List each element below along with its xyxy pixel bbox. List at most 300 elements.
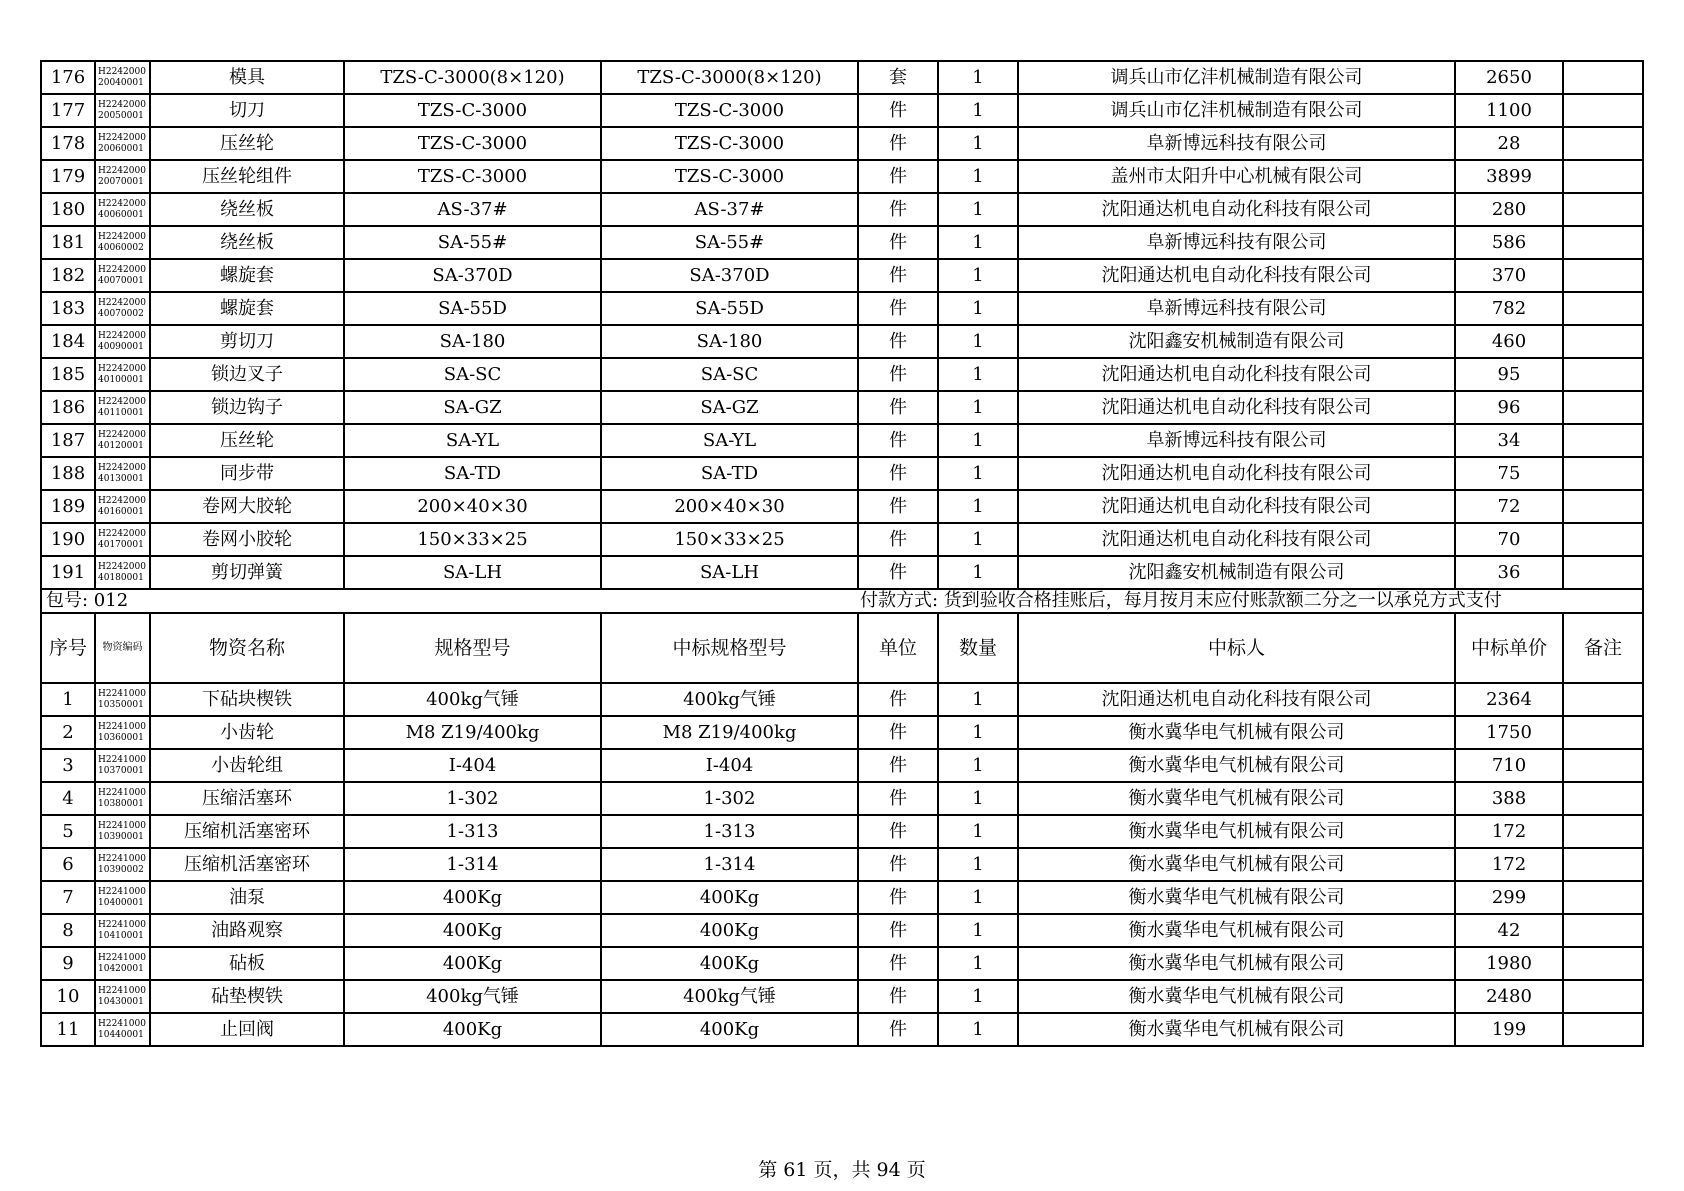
cell-code: [95, 556, 150, 589]
cell-unit: 件: [858, 358, 938, 391]
cell-qty: 1: [938, 947, 1018, 980]
package-row: [41, 589, 1643, 613]
cell-name: 压缩机活塞密环: [150, 815, 344, 848]
cell-code-part: H2241000: [98, 1018, 146, 1029]
cell-code-part: H2241000: [98, 754, 146, 765]
cell-name: 压丝轮: [150, 424, 344, 457]
cell-unit: 件: [858, 391, 938, 424]
cell-code-part: 40100001: [98, 374, 144, 385]
header-name: 物资名称: [150, 613, 344, 683]
cell-price: 3899: [1455, 160, 1563, 193]
table-row: [41, 193, 1643, 226]
cell-code-part: H2242000: [98, 330, 146, 341]
cell-code: [95, 61, 150, 94]
lower-table-body: [41, 683, 1643, 1046]
cell-price: 34: [1455, 424, 1563, 457]
cell-qty: 1: [938, 127, 1018, 160]
cell-spec: SA-SC: [344, 358, 601, 391]
cell-code-part: H2242000: [98, 363, 146, 374]
cell-code-part: H2241000: [98, 820, 146, 831]
cell-spec: TZS-C-3000: [344, 160, 601, 193]
cell-name: 同步带: [150, 457, 344, 490]
cell-name: 剪切弹簧: [150, 556, 344, 589]
cell-code: [95, 815, 150, 848]
cell-spec: I-404: [344, 749, 601, 782]
cell-remark: [1563, 391, 1643, 424]
cell-name: 砧板: [150, 947, 344, 980]
cell-winner: 阜新博远科技有限公司: [1018, 292, 1455, 325]
cell-code-part: 10360001: [98, 732, 144, 743]
cell-unit: 件: [858, 127, 938, 160]
cell-no: 189: [41, 490, 95, 523]
cell-code-part: H2241000: [98, 985, 146, 996]
cell-code-part: 40090001: [98, 341, 144, 352]
cell-code-part: 10430001: [98, 996, 144, 1007]
cell-bid-spec: SA-YL: [601, 424, 858, 457]
cell-name: 锁边叉子: [150, 358, 344, 391]
table-row: [41, 848, 1643, 881]
cell-no: 186: [41, 391, 95, 424]
cell-remark: [1563, 914, 1643, 947]
table-row: [41, 556, 1643, 589]
cell-no: 9: [41, 947, 95, 980]
table-row: [41, 457, 1643, 490]
cell-bid-spec: 400kg气锤: [601, 980, 858, 1013]
cell-no: 1: [41, 683, 95, 716]
cell-spec: TZS-C-3000(8×120): [344, 61, 601, 94]
cell-no: 183: [41, 292, 95, 325]
cell-remark: [1563, 848, 1643, 881]
table-row: [41, 1013, 1643, 1046]
table-row: [41, 160, 1643, 193]
cell-spec: TZS-C-3000: [344, 94, 601, 127]
cell-winner: 衡水冀华电气机械有限公司: [1018, 1013, 1455, 1046]
cell-qty: 1: [938, 391, 1018, 424]
cell-unit: 件: [858, 914, 938, 947]
cell-bid-spec: 200×40×30: [601, 490, 858, 523]
package-section: [41, 589, 1643, 683]
table-row: [41, 94, 1643, 127]
cell-remark: [1563, 1013, 1643, 1046]
cell-spec: 400kg气锤: [344, 683, 601, 716]
cell-code-part: H2242000: [98, 528, 146, 539]
cell-qty: 1: [938, 881, 1018, 914]
cell-bid-spec: 400Kg: [601, 914, 858, 947]
header-remark: 备注: [1563, 613, 1643, 683]
cell-code: [95, 325, 150, 358]
cell-code-part: 10420001: [98, 963, 144, 974]
cell-no: 187: [41, 424, 95, 457]
upper-table-body: [41, 61, 1643, 589]
cell-winner: 衡水冀华电气机械有限公司: [1018, 914, 1455, 947]
cell-code-part: H2242000: [98, 561, 146, 572]
cell-unit: 件: [858, 716, 938, 749]
cell-no: 3: [41, 749, 95, 782]
cell-no: 178: [41, 127, 95, 160]
cell-qty: 1: [938, 683, 1018, 716]
cell-no: 177: [41, 94, 95, 127]
cell-qty: 1: [938, 226, 1018, 259]
cell-no: 179: [41, 160, 95, 193]
cell-name: 卷网小胶轮: [150, 523, 344, 556]
cell-unit: 件: [858, 556, 938, 589]
cell-qty: 1: [938, 259, 1018, 292]
cell-bid-spec: 400Kg: [601, 881, 858, 914]
cell-remark: [1563, 325, 1643, 358]
cell-bid-spec: 400Kg: [601, 947, 858, 980]
table-row: [41, 325, 1643, 358]
cell-remark: [1563, 160, 1643, 193]
cell-code-part: H2242000: [98, 297, 146, 308]
cell-unit: 件: [858, 193, 938, 226]
cell-code-part: 10370001: [98, 765, 144, 776]
cell-code-part: H2242000: [98, 66, 146, 77]
table-row: [41, 980, 1643, 1013]
cell-bid-spec: TZS-C-3000: [601, 127, 858, 160]
cell-spec: SA-GZ: [344, 391, 601, 424]
cell-winner: 衡水冀华电气机械有限公司: [1018, 848, 1455, 881]
cell-qty: 1: [938, 556, 1018, 589]
cell-name: 油泵: [150, 881, 344, 914]
cell-bid-spec: SA-55D: [601, 292, 858, 325]
cell-code-part: 10350001: [98, 699, 144, 710]
cell-no: 11: [41, 1013, 95, 1046]
cell-name: 砧垫楔铁: [150, 980, 344, 1013]
cell-unit: 件: [858, 1013, 938, 1046]
cell-winner: 盖州市太阳升中心机械有限公司: [1018, 160, 1455, 193]
cell-code: [95, 716, 150, 749]
cell-bid-spec: TZS-C-3000(8×120): [601, 61, 858, 94]
cell-qty: 1: [938, 815, 1018, 848]
cell-spec: SA-370D: [344, 259, 601, 292]
cell-bid-spec: SA-55#: [601, 226, 858, 259]
cell-winner: 衡水冀华电气机械有限公司: [1018, 782, 1455, 815]
cell-winner: 调兵山市亿沣机械制造有限公司: [1018, 61, 1455, 94]
cell-unit: 件: [858, 881, 938, 914]
cell-no: 2: [41, 716, 95, 749]
cell-name: 螺旋套: [150, 292, 344, 325]
table-row: [41, 259, 1643, 292]
cell-qty: 1: [938, 980, 1018, 1013]
cell-price: 280: [1455, 193, 1563, 226]
cell-no: 181: [41, 226, 95, 259]
cell-no: 6: [41, 848, 95, 881]
cell-code-part: 10440001: [98, 1029, 144, 1040]
cell-bid-spec: SA-SC: [601, 358, 858, 391]
cell-spec: 1-302: [344, 782, 601, 815]
header-unit: 单位: [858, 613, 938, 683]
cell-qty: 1: [938, 292, 1018, 325]
cell-remark: [1563, 457, 1643, 490]
cell-winner: 沈阳鑫安机械制造有限公司: [1018, 325, 1455, 358]
cell-code-part: 20050001: [98, 110, 144, 121]
table-row: [41, 61, 1643, 94]
cell-name: 卷网大胶轮: [150, 490, 344, 523]
cell-code-part: H2242000: [98, 264, 146, 275]
cell-winner: 沈阳通达机电自动化科技有限公司: [1018, 457, 1455, 490]
cell-winner: 阜新博远科技有限公司: [1018, 424, 1455, 457]
cell-bid-spec: 150×33×25: [601, 523, 858, 556]
cell-name: 模具: [150, 61, 344, 94]
cell-remark: [1563, 749, 1643, 782]
cell-bid-spec: SA-370D: [601, 259, 858, 292]
cell-winner: 沈阳通达机电自动化科技有限公司: [1018, 259, 1455, 292]
cell-qty: 1: [938, 193, 1018, 226]
cell-no: 182: [41, 259, 95, 292]
cell-no: 7: [41, 881, 95, 914]
cell-code-part: 10390001: [98, 831, 144, 842]
cell-bid-spec: SA-GZ: [601, 391, 858, 424]
cell-no: 191: [41, 556, 95, 589]
table-row: [41, 523, 1643, 556]
table-row: [41, 782, 1643, 815]
cell-qty: 1: [938, 782, 1018, 815]
cell-bid-spec: 1-313: [601, 815, 858, 848]
cell-code-part: 40120001: [98, 440, 144, 451]
cell-price: 710: [1455, 749, 1563, 782]
cell-code-part: 40170001: [98, 539, 144, 550]
cell-winner: 调兵山市亿沣机械制造有限公司: [1018, 94, 1455, 127]
cell-winner: 沈阳通达机电自动化科技有限公司: [1018, 490, 1455, 523]
header-spec: 规格型号: [344, 613, 601, 683]
cell-no: 176: [41, 61, 95, 94]
page-footer: 第 61 页，共 94 页: [758, 1159, 926, 1181]
table-row: [41, 424, 1643, 457]
cell-price: 28: [1455, 127, 1563, 160]
cell-no: 184: [41, 325, 95, 358]
cell-code-part: 40110001: [98, 407, 144, 418]
cell-price: 460: [1455, 325, 1563, 358]
cell-bid-spec: I-404: [601, 749, 858, 782]
cell-code-part: H2241000: [98, 853, 146, 864]
cell-unit: 件: [858, 815, 938, 848]
header-winner: 中标人: [1018, 613, 1455, 683]
cell-code: [95, 226, 150, 259]
cell-remark: [1563, 226, 1643, 259]
header-code: 物资编码: [95, 613, 150, 683]
cell-price: 1980: [1455, 947, 1563, 980]
cell-bid-spec: 400Kg: [601, 1013, 858, 1046]
cell-remark: [1563, 94, 1643, 127]
package-label: 包号: 012: [41, 589, 858, 613]
cell-qty: 1: [938, 457, 1018, 490]
cell-winner: 阜新博远科技有限公司: [1018, 226, 1455, 259]
cell-remark: [1563, 490, 1643, 523]
cell-price: 2480: [1455, 980, 1563, 1013]
cell-name: 压丝轮: [150, 127, 344, 160]
cell-code-part: 40130001: [98, 473, 144, 484]
header-no: 序号: [41, 613, 95, 683]
cell-code-part: H2241000: [98, 721, 146, 732]
cell-unit: 件: [858, 848, 938, 881]
cell-price: 199: [1455, 1013, 1563, 1046]
cell-code-part: 40060002: [98, 242, 144, 253]
cell-no: 5: [41, 815, 95, 848]
cell-bid-spec: M8 Z19/400kg: [601, 716, 858, 749]
cell-code-part: H2242000: [98, 462, 146, 473]
table-row: [41, 358, 1643, 391]
table-row: [41, 947, 1643, 980]
cell-remark: [1563, 358, 1643, 391]
cell-qty: 1: [938, 914, 1018, 947]
cell-price: 96: [1455, 391, 1563, 424]
table-row: [41, 127, 1643, 160]
cell-remark: [1563, 782, 1643, 815]
cell-qty: 1: [938, 749, 1018, 782]
cell-unit: 件: [858, 947, 938, 980]
cell-code-part: 10400001: [98, 897, 144, 908]
cell-no: 8: [41, 914, 95, 947]
cell-remark: [1563, 815, 1643, 848]
cell-name: 切刀: [150, 94, 344, 127]
cell-remark: [1563, 947, 1643, 980]
cell-name: 压缩机活塞密环: [150, 848, 344, 881]
cell-remark: [1563, 292, 1643, 325]
cell-spec: SA-55D: [344, 292, 601, 325]
cell-price: 172: [1455, 815, 1563, 848]
cell-spec: 400Kg: [344, 947, 601, 980]
table-row: [41, 914, 1643, 947]
cell-no: 180: [41, 193, 95, 226]
header-qty: 数量: [938, 613, 1018, 683]
cell-code: [95, 1013, 150, 1046]
cell-code-part: 20070001: [98, 176, 144, 187]
cell-unit: 件: [858, 325, 938, 358]
cell-code: [95, 193, 150, 226]
cell-qty: 1: [938, 523, 1018, 556]
cell-winner: 衡水冀华电气机械有限公司: [1018, 749, 1455, 782]
cell-price: 42: [1455, 914, 1563, 947]
cell-spec: SA-TD: [344, 457, 601, 490]
cell-bid-spec: SA-180: [601, 325, 858, 358]
cell-remark: [1563, 556, 1643, 589]
cell-winner: 衡水冀华电气机械有限公司: [1018, 815, 1455, 848]
cell-winner: 沈阳通达机电自动化科技有限公司: [1018, 391, 1455, 424]
cell-spec: 1-313: [344, 815, 601, 848]
cell-spec: TZS-C-3000: [344, 127, 601, 160]
cell-winner: 阜新博远科技有限公司: [1018, 127, 1455, 160]
cell-qty: 1: [938, 94, 1018, 127]
cell-code: [95, 160, 150, 193]
cell-qty: 1: [938, 716, 1018, 749]
cell-no: 4: [41, 782, 95, 815]
cell-price: 75: [1455, 457, 1563, 490]
cell-bid-spec: 1-302: [601, 782, 858, 815]
cell-code: [95, 523, 150, 556]
cell-code-part: H2242000: [98, 429, 146, 440]
cell-code-part: 10410001: [98, 930, 144, 941]
cell-code: [95, 292, 150, 325]
cell-name: 剪切刀: [150, 325, 344, 358]
cell-unit: 件: [858, 782, 938, 815]
cell-unit: 件: [858, 523, 938, 556]
cell-qty: 1: [938, 358, 1018, 391]
cell-remark: [1563, 61, 1643, 94]
cell-unit: 件: [858, 749, 938, 782]
cell-code-part: H2241000: [98, 886, 146, 897]
cell-code-part: H2242000: [98, 231, 146, 242]
cell-bid-spec: 400kg气锤: [601, 683, 858, 716]
cell-price: 299: [1455, 881, 1563, 914]
cell-name: 压缩活塞环: [150, 782, 344, 815]
cell-code: [95, 127, 150, 160]
header-price: 中标单价: [1455, 613, 1563, 683]
cell-unit: 件: [858, 980, 938, 1013]
cell-code-part: 40070002: [98, 308, 144, 319]
cell-unit: 件: [858, 490, 938, 523]
cell-spec: SA-YL: [344, 424, 601, 457]
header-bid-spec: 中标规格型号: [601, 613, 858, 683]
cell-unit: 件: [858, 259, 938, 292]
cell-no: 185: [41, 358, 95, 391]
cell-remark: [1563, 127, 1643, 160]
cell-qty: 1: [938, 490, 1018, 523]
table-row: [41, 716, 1643, 749]
table-row: [41, 226, 1643, 259]
cell-code-part: H2242000: [98, 165, 146, 176]
cell-winner: 沈阳通达机电自动化科技有限公司: [1018, 523, 1455, 556]
cell-price: 2650: [1455, 61, 1563, 94]
cell-name: 小齿轮组: [150, 749, 344, 782]
cell-unit: 件: [858, 94, 938, 127]
cell-code: [95, 358, 150, 391]
cell-price: 72: [1455, 490, 1563, 523]
cell-name: 压丝轮组件: [150, 160, 344, 193]
table-row: [41, 292, 1643, 325]
cell-code-part: 40160001: [98, 506, 144, 517]
cell-remark: [1563, 193, 1643, 226]
cell-code-part: H2242000: [98, 198, 146, 209]
cell-code: [95, 457, 150, 490]
cell-price: 172: [1455, 848, 1563, 881]
cell-spec: 400Kg: [344, 914, 601, 947]
cell-price: 95: [1455, 358, 1563, 391]
cell-spec: 400Kg: [344, 881, 601, 914]
cell-code-part: H2241000: [98, 787, 146, 798]
cell-bid-spec: AS-37#: [601, 193, 858, 226]
cell-spec: M8 Z19/400kg: [344, 716, 601, 749]
cell-name: 绕丝板: [150, 226, 344, 259]
cell-code: [95, 424, 150, 457]
cell-code-part: H2242000: [98, 132, 146, 143]
cell-code: [95, 782, 150, 815]
cell-price: 586: [1455, 226, 1563, 259]
cell-name: 锁边钩子: [150, 391, 344, 424]
cell-bid-spec: TZS-C-3000: [601, 160, 858, 193]
cell-code-part: H2241000: [98, 919, 146, 930]
cell-winner: 衡水冀华电气机械有限公司: [1018, 980, 1455, 1013]
cell-price: 70: [1455, 523, 1563, 556]
cell-qty: 1: [938, 61, 1018, 94]
cell-unit: 件: [858, 457, 938, 490]
cell-code: [95, 259, 150, 292]
cell-price: 1750: [1455, 716, 1563, 749]
cell-bid-spec: TZS-C-3000: [601, 94, 858, 127]
cell-code-part: 40180001: [98, 572, 144, 583]
procurement-table: [40, 60, 1644, 1047]
cell-price: 1100: [1455, 94, 1563, 127]
cell-spec: 200×40×30: [344, 490, 601, 523]
cell-bid-spec: SA-LH: [601, 556, 858, 589]
cell-code: [95, 749, 150, 782]
cell-unit: 套: [858, 61, 938, 94]
cell-unit: 件: [858, 424, 938, 457]
table-row: [41, 490, 1643, 523]
cell-remark: [1563, 881, 1643, 914]
table-row: [41, 683, 1643, 716]
cell-remark: [1563, 523, 1643, 556]
cell-unit: 件: [858, 160, 938, 193]
